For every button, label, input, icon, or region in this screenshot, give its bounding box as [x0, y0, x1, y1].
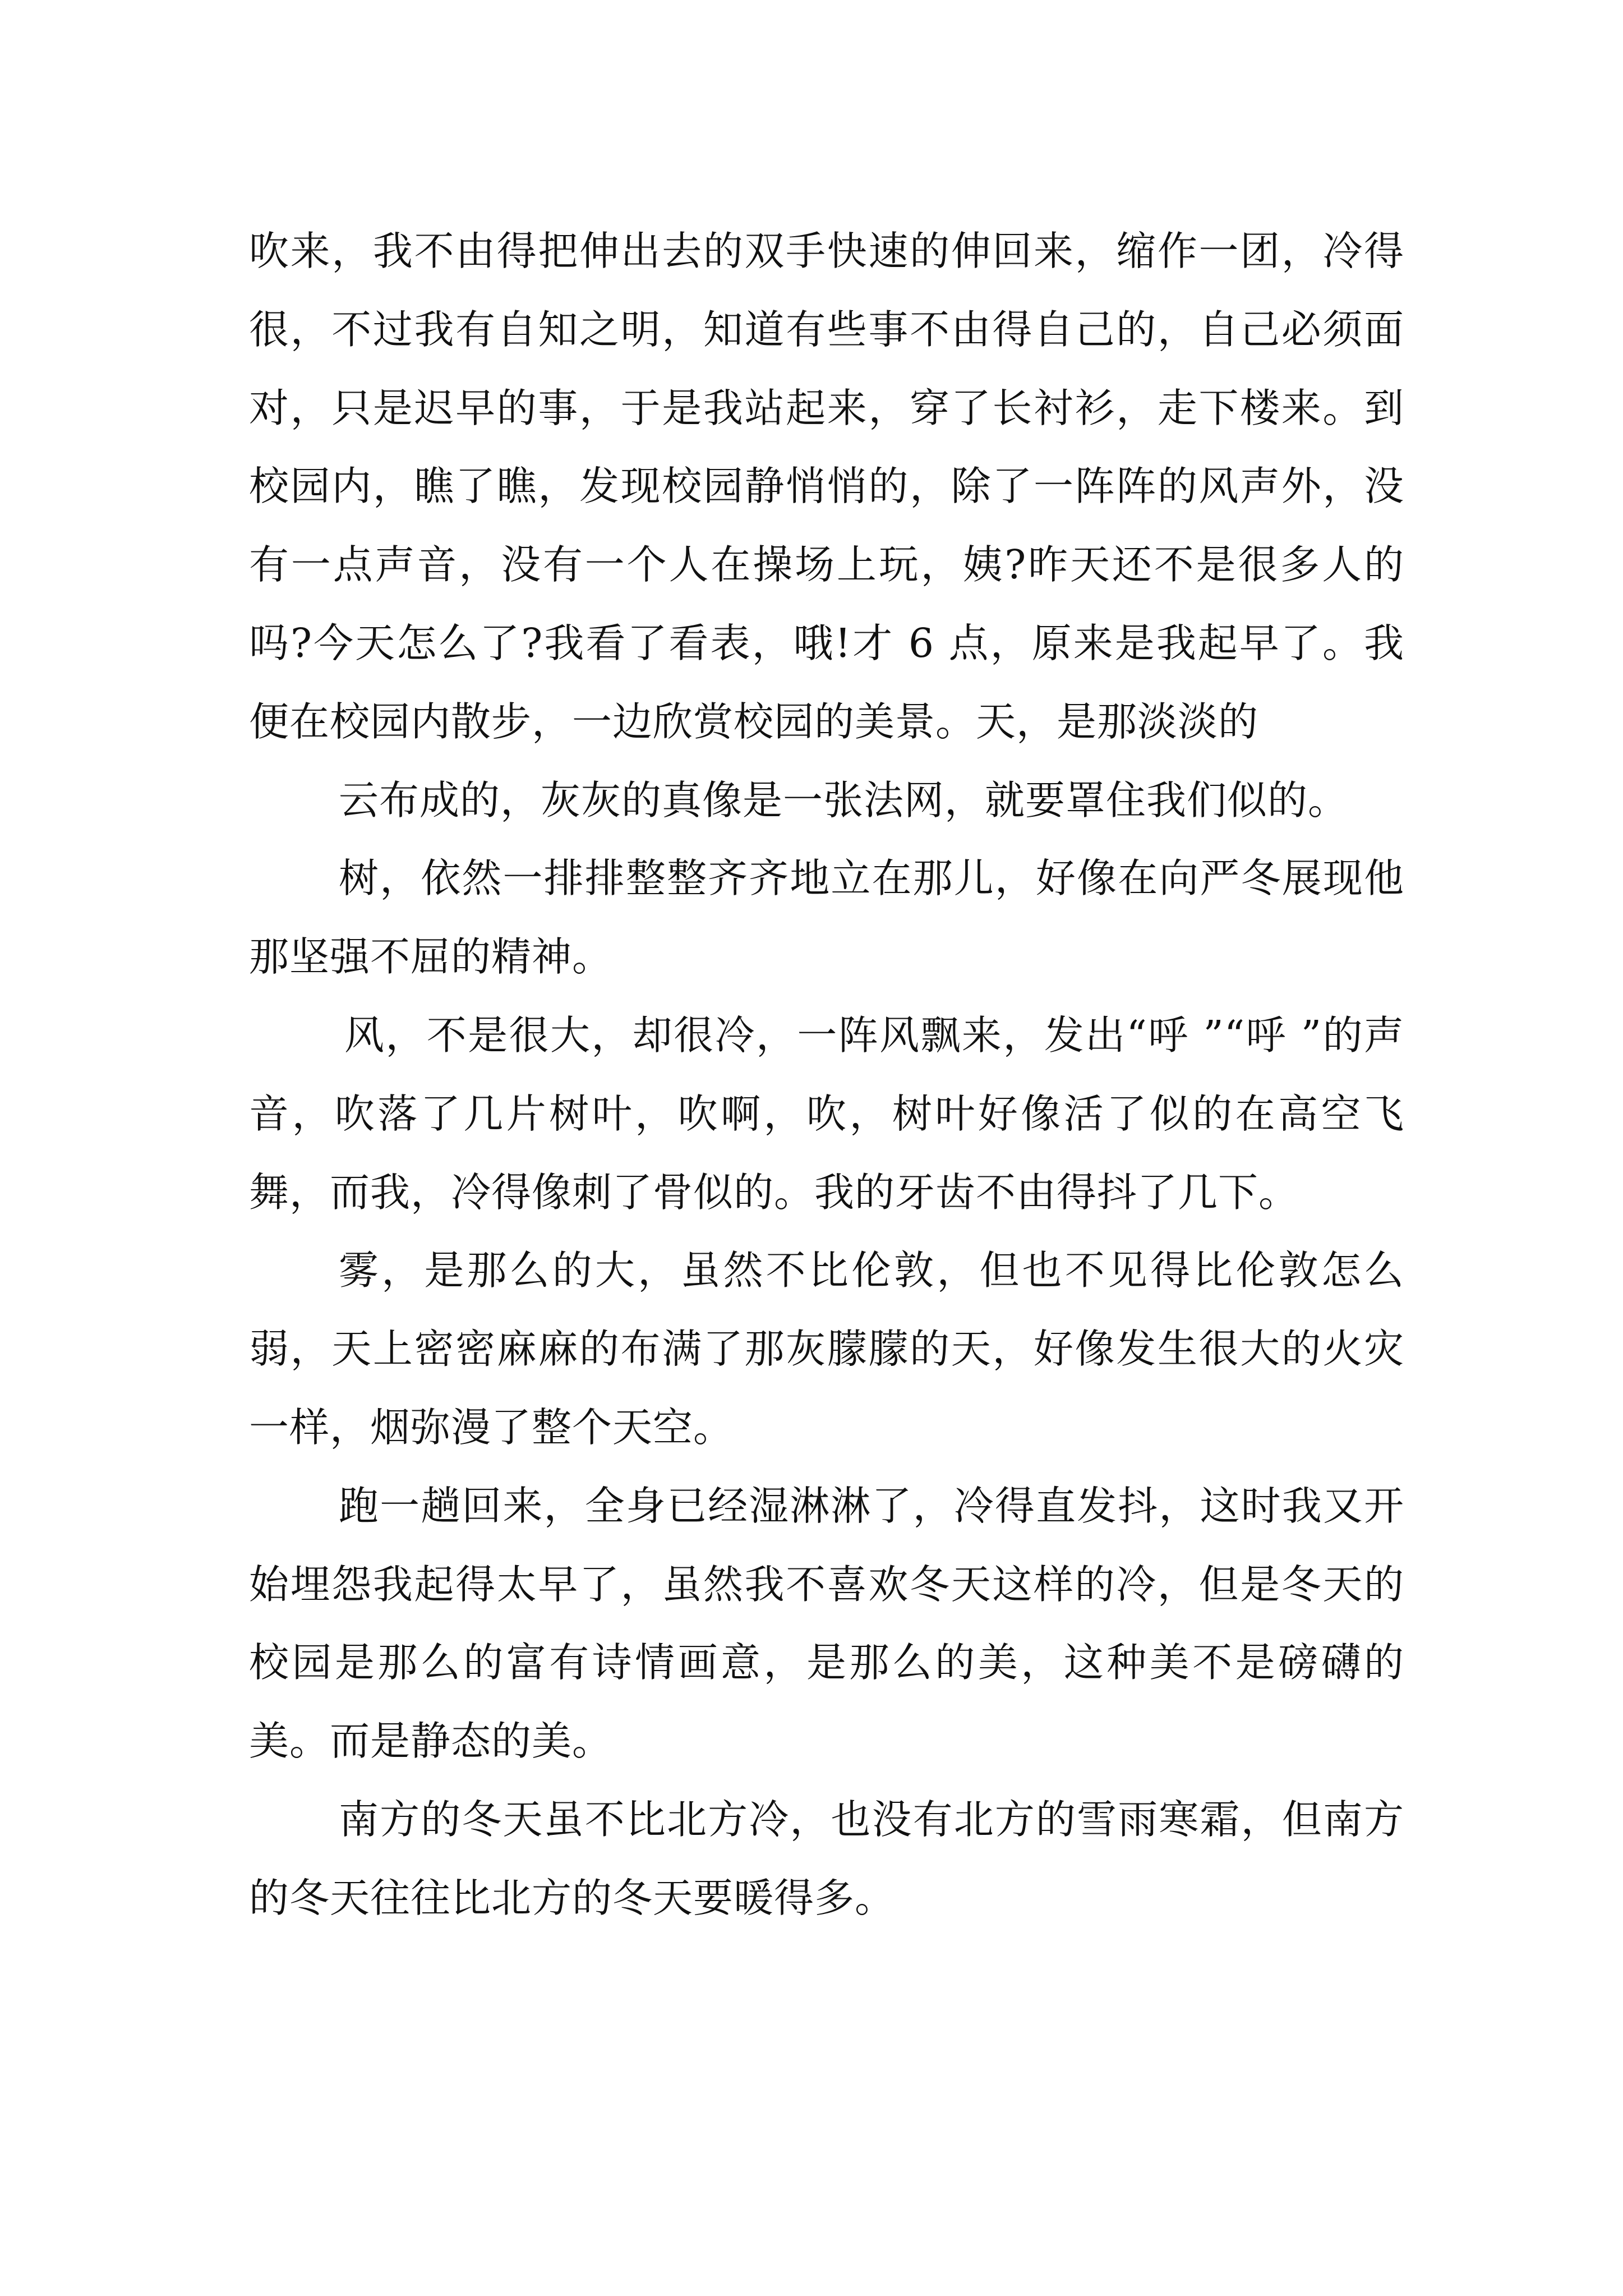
paragraph-1: 吹来，我不由得把伸出去的双手快速的伸回来，缩作一团，冷得很，不过我有自知之明，知道有些事不由得自己的，自己必须面对，只是迟早的事，于是我站起来，穿了长衬衫，走下楼来。到校园内，瞧了瞧，发现校园静悄悄的，除了一阵阵的风声外，没有一点声音，没有一个人在操场上玩，姨?昨天还不是很多人的吗?今天怎么了?我看了看表，哦!才 6 点，原来是我起早了。我便在校园内散步，一边欣赏校园的美景。天，是那淡淡的	[249, 228, 1404, 745]
paragraph-5: 雾，是那么的大，虽然不比伦敦，但也不见得比伦敦怎么弱，天上密密麻麻的布满了那灰朦朦的天，好像发生很大的火灾一样，烟弥漫了整个天空。	[249, 1247, 1404, 1451]
paragraph-2: 云布成的，灰灰的真像是一张法网，就要罩住我们似的。	[339, 776, 1349, 823]
paragraph-4: 风，不是很大，却很冷，一阵风飘来，发出“呼 ”“呼 ”的声音，吹落了几片树叶，吹啊，吹，树叶好像活了似的在高空飞舞，而我，冷得像刺了骨似的。我的牙齿不由得抖了几下。	[249, 1011, 1404, 1216]
paragraph-7: 南方的冬天虽不比北方冷，也没有北方的雪雨寒霜，但南方的冬天往往比北方的冬天要暖得多。	[249, 1796, 1404, 1921]
body-text	[249, 212, 1404, 1938]
paragraph-6: 跑一趟回来，全身已经湿淋淋了，冷得直发抖，这时我又开始埋怨我起得太早了，虽然我不喜欢冬天这样的冷，但是冬天的校园是那么的富有诗情画意，是那么的美，这种美不是磅礴的美。而是静态的美。	[249, 1482, 1404, 1765]
paragraph-3: 树，依然一排排整整齐齐地立在那儿，好像在向严冬展现他那坚强不屈的精神。	[249, 855, 1404, 981]
